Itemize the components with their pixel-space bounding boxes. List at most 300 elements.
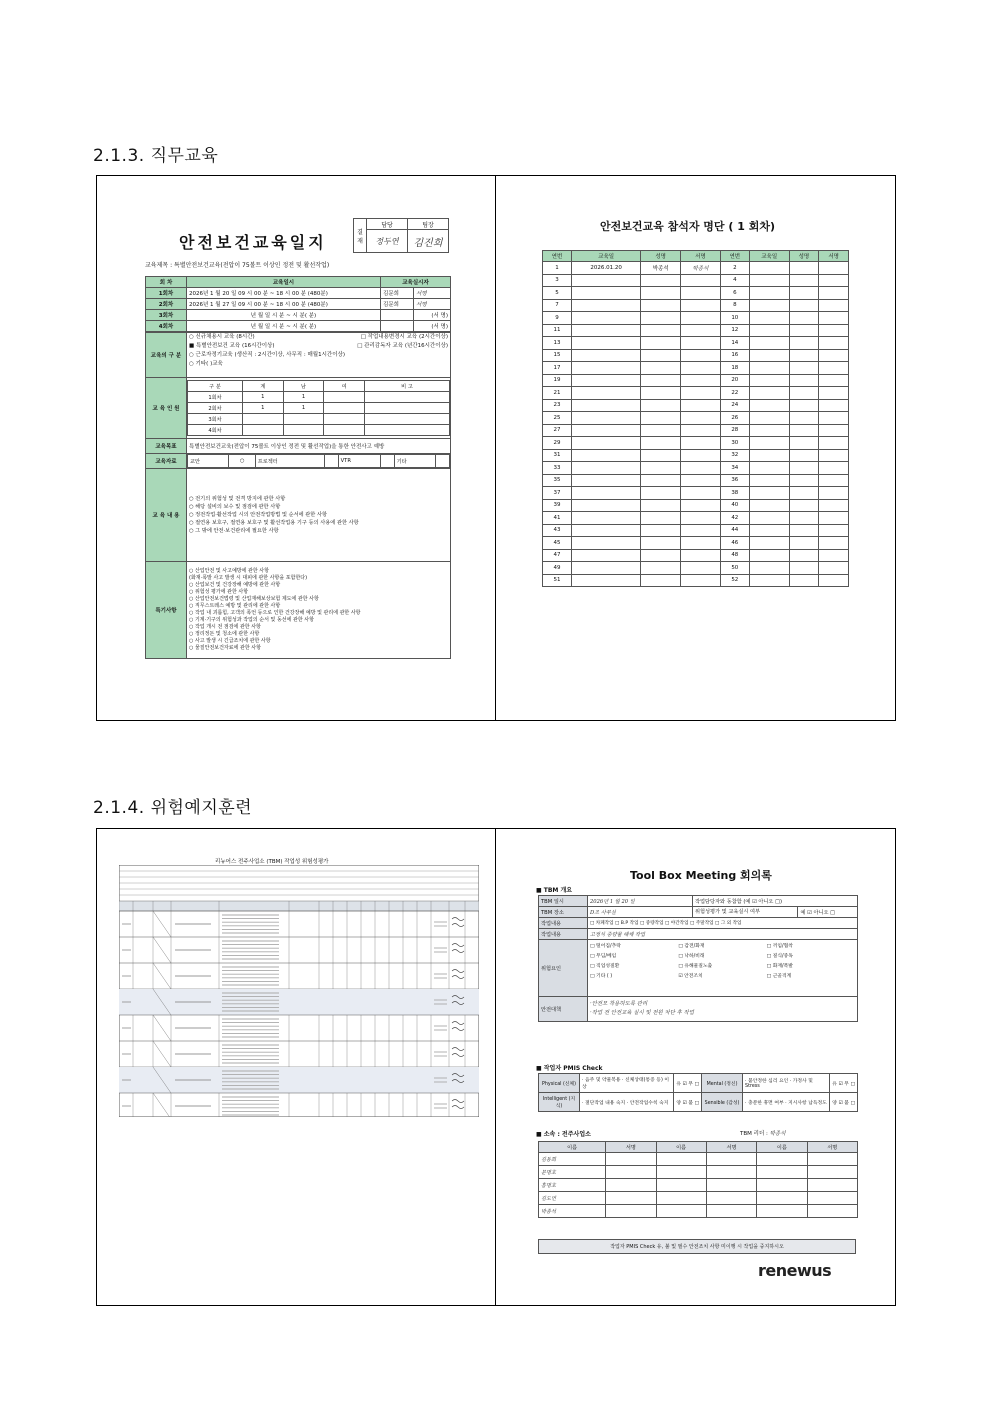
attendee-row: [543, 349, 849, 362]
att-name: [789, 412, 819, 425]
personnel-cell: [365, 425, 450, 436]
att-date: [572, 412, 641, 425]
att-date: [749, 299, 789, 312]
form-highlight-row: [119, 1067, 479, 1093]
sched-round: 4회차: [146, 321, 187, 332]
att-date: [749, 424, 789, 437]
att-date: [572, 562, 641, 575]
hazard-item: □ 무딤/베임: [590, 954, 617, 959]
att-no: 10: [720, 312, 749, 325]
special-item: ○ 정리정돈 및 청소에 관한 사항: [189, 631, 260, 637]
att-date: [749, 549, 789, 562]
att-name: [641, 374, 681, 387]
att-name: [641, 462, 681, 475]
att-name: [641, 299, 681, 312]
att-date: [572, 462, 641, 475]
pmis-cell: Mental (정신): [702, 1074, 743, 1093]
att-name: [641, 499, 681, 512]
pmis-cell: Physical (신체): [539, 1074, 580, 1093]
att-header: 교육일: [572, 251, 641, 262]
att-name: [789, 324, 819, 337]
att-date: [572, 524, 641, 537]
att-no: 33: [543, 462, 572, 475]
att-date: [572, 512, 641, 525]
risk-form-cell: [97, 829, 496, 1305]
attendee-row: [543, 287, 849, 300]
att-sign: [681, 537, 721, 550]
att-no: 9: [543, 312, 572, 325]
pmis-cell: 양 ☑ 불 □: [830, 1093, 858, 1112]
personnel-cell: [324, 425, 365, 436]
att-no: 6: [720, 287, 749, 300]
att-date: [749, 412, 789, 425]
att-date: [749, 287, 789, 300]
att-date: [749, 262, 789, 275]
content-item: ○ 전기의 위험성 및 전격 방지에 관한 사항: [189, 496, 286, 502]
pmis-cell: 유 ☑ 무 □: [674, 1074, 702, 1093]
attendee-row: [543, 562, 849, 575]
att-date: [572, 549, 641, 562]
att-no: 36: [720, 474, 749, 487]
attendee-row: [543, 324, 849, 337]
tbm-date-value: 2026년 1 월 20 일: [588, 896, 693, 907]
att-name: [789, 337, 819, 350]
attendee-row: [543, 337, 849, 350]
attendee-row: [543, 362, 849, 375]
approval-box: [353, 218, 449, 253]
att-name: [641, 424, 681, 437]
sched-header: 회 차: [146, 277, 187, 288]
material-cell: 프로젝터: [255, 455, 324, 468]
att-name: [641, 537, 681, 550]
att-no: 39: [543, 499, 572, 512]
hazard-item: □ 직업성질환: [590, 964, 620, 969]
att-no: 17: [543, 362, 572, 375]
att-no: 16: [720, 349, 749, 362]
att-no: 42: [720, 512, 749, 525]
att-no: 27: [543, 424, 572, 437]
attendee-row: [543, 437, 849, 450]
special-item: ○ 기계·기구의 위험성과 작업의 순서 및 동선에 관한 사항: [189, 617, 314, 623]
att-date: [572, 387, 641, 400]
att-no: 13: [543, 337, 572, 350]
personnel-cell: 4회차: [188, 425, 243, 436]
personnel-cell: [324, 414, 365, 425]
material-cell: 교안: [188, 455, 229, 468]
att-name: [641, 524, 681, 537]
member-name: 문명호: [539, 1166, 606, 1179]
sched-sign: (서 명): [414, 310, 451, 321]
att-no: 37: [543, 487, 572, 500]
material-label: 교육자료: [146, 454, 187, 469]
att-sign: [819, 499, 849, 512]
att-name: [789, 462, 819, 475]
att-name: [641, 337, 681, 350]
att-name: [641, 362, 681, 375]
tbm-hazard-grid: [590, 942, 855, 979]
att-date: [572, 287, 641, 300]
att-no: 40: [720, 499, 749, 512]
sched-date: 년 월 일 시 분 ~ 시 분( 분): [187, 321, 381, 332]
section-heading-risk-training: 2.1.4. 위험예지훈련: [93, 798, 253, 818]
material-table: [187, 454, 450, 468]
sched-who: 김문희: [381, 299, 414, 310]
att-date: [572, 537, 641, 550]
att-no: 29: [543, 437, 572, 450]
att-name: [789, 349, 819, 362]
pmis-cell: Intelligent (지식): [539, 1093, 580, 1112]
attendee-rows: [543, 262, 849, 587]
att-no: 18: [720, 362, 749, 375]
personnel-cell: [365, 414, 450, 425]
special-item: ○ 물질안전보건자료에 관한 사항: [189, 645, 261, 651]
att-date: [572, 437, 641, 450]
att-date: [749, 524, 789, 537]
approval-sign: 정두연: [367, 230, 408, 253]
att-sign: [681, 374, 721, 387]
tbm-place-value: D조 사무실: [588, 907, 693, 918]
att-sign: [819, 487, 849, 500]
attendee-list-cell: [496, 176, 895, 720]
member-name: 홍명호: [539, 1179, 606, 1192]
content-list: [187, 469, 451, 562]
att-sign: [681, 274, 721, 287]
att-name: [641, 512, 681, 525]
att-no: 12: [720, 324, 749, 337]
att-no: 31: [543, 449, 572, 462]
special-label: 특기사항: [146, 562, 187, 659]
special-list: [187, 562, 451, 659]
attendee-row: [543, 312, 849, 325]
special-item: ○ 산업보건 및 건강장해 예방에 관한 사항: [189, 582, 281, 588]
type-option: □ 작업내용변경시 교육 (2시간이상): [360, 334, 448, 340]
goal-text: 특별안전보건교육(전압이 75볼트 이상인 정전 및 활선작업)을 통한 안전사고 예방: [187, 439, 451, 454]
att-date: [749, 537, 789, 550]
tbm-risk-answer: 예 ☑ 아니오 □: [798, 907, 858, 918]
personnel-cell: [365, 392, 450, 403]
att-date: [572, 474, 641, 487]
tbm-footer-note: 작업자 PMIS Check 유, 불 및 필수 안전조치 사항 미이행 시 작업을 중지하시오: [538, 1239, 856, 1254]
attendee-row: [543, 462, 849, 475]
sched-round: 3회차: [146, 310, 187, 321]
member-header: 서명: [807, 1142, 857, 1153]
att-sign: [819, 274, 849, 287]
att-date: [749, 362, 789, 375]
personnel-header: 여: [324, 381, 365, 392]
att-date: [749, 574, 789, 587]
tbm-hazard-label: 위험요인: [539, 940, 588, 997]
att-name: [789, 312, 819, 325]
att-no: 24: [720, 399, 749, 412]
tbm-risk-question: 위험성평가 및 교육실시 여부: [693, 907, 798, 918]
hazard-item: □ 기타 ( ): [590, 974, 613, 979]
att-name: [641, 287, 681, 300]
att-name: [641, 349, 681, 362]
material-cell: VTR: [338, 455, 380, 468]
attendee-row: [543, 487, 849, 500]
att-sign: [681, 549, 721, 562]
personnel-cell: [324, 403, 365, 414]
att-date: [572, 299, 641, 312]
tbm-work-types: □ 차폐작업 □ B.P 작업 □ 중량작업 □ 야간작업 □ 주말작업 □ 그 외 작업: [588, 918, 858, 929]
att-sign: [819, 374, 849, 387]
att-date: [749, 274, 789, 287]
att-no: 32: [720, 449, 749, 462]
att-name: [789, 362, 819, 375]
material-cell: [380, 455, 394, 468]
attendee-row: [543, 399, 849, 412]
att-sign: [681, 349, 721, 362]
att-no: 22: [720, 387, 749, 400]
sched-date: 2026년 1 월 20 일 09 시 00 분 ~ 18 시 00 분 (480분): [187, 288, 381, 299]
attendee-row: [543, 262, 849, 275]
att-sign: [819, 399, 849, 412]
personnel-cell: 1회차: [188, 392, 243, 403]
approval-col: 팀장: [408, 219, 449, 230]
education-log-cell: [97, 176, 496, 720]
att-date: [749, 387, 789, 400]
att-name: [641, 449, 681, 462]
att-date: [572, 499, 641, 512]
att-sign: [819, 324, 849, 337]
att-name: [789, 424, 819, 437]
att-date: [572, 374, 641, 387]
tbm-overview-label: ■ TBM 개요: [536, 887, 573, 894]
section-heading-job-training: 2.1.3. 직무교육: [93, 146, 219, 166]
att-date: [572, 487, 641, 500]
personnel-cell: [243, 414, 284, 425]
sched-round: 1회차: [146, 288, 187, 299]
att-no: 38: [720, 487, 749, 500]
att-sign: [819, 312, 849, 325]
content-item: ○ 정전작업·활선작업 시의 안전작업방법 및 순서에 관한 사항: [189, 512, 327, 518]
att-sign: [681, 387, 721, 400]
att-name: [789, 474, 819, 487]
member-header: 이름: [757, 1142, 807, 1153]
att-name: [641, 387, 681, 400]
att-name: [789, 387, 819, 400]
att-header: 성명: [789, 251, 819, 262]
risk-assessment-form-scan: [119, 865, 479, 1117]
att-date: [749, 349, 789, 362]
att-header: 교육일: [749, 251, 789, 262]
tbm-work-desc-label: 작업내용: [539, 929, 588, 940]
att-no: 34: [720, 462, 749, 475]
attendee-row: [543, 549, 849, 562]
att-sign: [681, 287, 721, 300]
att-no: 14: [720, 337, 749, 350]
att-sign: [681, 524, 721, 537]
att-no: 20: [720, 374, 749, 387]
hazard-item: □ 근골격계: [766, 974, 792, 979]
renewus-logo: renewus: [758, 1261, 832, 1280]
member-header: 서명: [606, 1142, 656, 1153]
att-sign: [819, 524, 849, 537]
att-header: 연번: [720, 251, 749, 262]
special-item: ○ 위험성 평가에 관한 사항: [189, 589, 249, 595]
att-name: [641, 324, 681, 337]
personnel-header: 계: [243, 381, 284, 392]
pmis-cell: 양 ☑ 불 □: [674, 1093, 702, 1112]
att-sign: [681, 324, 721, 337]
tbm-work-label: 작업내용: [539, 918, 588, 929]
special-item: (화재·폭발 사고 발생 시 대피에 관한 사항을 포함한다): [189, 575, 308, 581]
att-sign: [819, 437, 849, 450]
att-no: 8: [720, 299, 749, 312]
sched-who: [381, 310, 414, 321]
att-no: 5: [543, 287, 572, 300]
member-header: 이름: [656, 1142, 706, 1153]
content-item: ○ 그 밖에 안전·보건관리에 필요한 사항: [189, 528, 279, 534]
att-date: [749, 324, 789, 337]
tbm-attend-question: 작업담당자와 동참함 (예 ☑ 아니오 □): [693, 896, 858, 907]
att-no: 23: [543, 399, 572, 412]
att-date: [572, 574, 641, 587]
att-sign: [819, 537, 849, 550]
att-no: 4: [720, 274, 749, 287]
att-sign: [819, 462, 849, 475]
special-item: ○ 작업 내 괴롭힘, 고객의 폭언 등으로 인한 건강장해 예방 및 관리에 관한 사항: [189, 610, 361, 616]
form-column-header: [119, 901, 479, 911]
att-sign: [819, 424, 849, 437]
type-option: ○ 신규채용시 교육 (8시간): [189, 334, 255, 340]
att-date: [572, 424, 641, 437]
material-cell: ○: [229, 455, 255, 468]
att-sign: [819, 549, 849, 562]
att-name: [789, 374, 819, 387]
att-date: [749, 449, 789, 462]
att-date: [749, 462, 789, 475]
att-sign: [819, 412, 849, 425]
pmis-cell: · 음주 및 약물복용 · 신체상태(통증 등) 이상: [580, 1074, 674, 1093]
att-no: 49: [543, 562, 572, 575]
attendee-row: [543, 424, 849, 437]
personnel-header: 비 고: [365, 381, 450, 392]
att-date: [749, 474, 789, 487]
attendee-title: 안전보건교육 참석자 명단 ( 1 회차): [600, 220, 775, 233]
attendee-row: [543, 474, 849, 487]
att-name: [641, 312, 681, 325]
att-date: [572, 449, 641, 462]
pmis-cell: Sensible (감성): [702, 1093, 743, 1112]
attendee-row: [543, 574, 849, 587]
personnel-cell: 2회차: [188, 403, 243, 414]
risk-form-title: 리뉴어스 전주사업소 (TBM) 작업성 위험성평가: [215, 859, 329, 865]
hazard-item: □ 낙하/비래: [678, 954, 705, 959]
type-options: [187, 333, 451, 378]
tbm-title: Tool Box Meeting 회의록: [630, 869, 772, 882]
att-name: [789, 449, 819, 462]
att-sign: [681, 574, 721, 587]
type-option: ○ 기타( )교육: [189, 361, 223, 367]
sched-round: 2회차: [146, 299, 187, 310]
personnel-cell: [324, 392, 365, 403]
att-header: 서명: [681, 251, 721, 262]
att-no: 41: [543, 512, 572, 525]
sched-header: 교육실시자: [381, 277, 451, 288]
personnel-cell: [365, 403, 450, 414]
tbm-members-label: ■ 소속 : 전주사업소: [536, 1131, 591, 1138]
att-no: 28: [720, 424, 749, 437]
att-name: [641, 412, 681, 425]
attendee-row: [543, 512, 849, 525]
special-item: ○ 직무스트레스 예방 및 관리에 관한 사항: [189, 603, 281, 609]
log-body-table: [145, 332, 451, 659]
att-no: 35: [543, 474, 572, 487]
att-name: [789, 437, 819, 450]
att-sign: [681, 437, 721, 450]
member-header: 이름: [539, 1142, 606, 1153]
att-name: [789, 499, 819, 512]
att-no: 25: [543, 412, 572, 425]
att-no: 7: [543, 299, 572, 312]
attendee-row: [543, 412, 849, 425]
personnel-header: 구 분: [188, 381, 243, 392]
att-header: 서명: [819, 251, 849, 262]
attendee-row: [543, 499, 849, 512]
att-name: [789, 262, 819, 275]
personnel-cell: [283, 425, 324, 436]
pmis-cell: · 불안정한 심리 요인 · 가정사 및 Stress: [743, 1074, 830, 1093]
att-sign: [681, 449, 721, 462]
att-sign: [819, 562, 849, 575]
att-name: [789, 549, 819, 562]
tbm-work-desc: 고정식 중량물 해체 작업: [588, 929, 858, 940]
measure-item: ·작업 전 안전교육 실시 및 전원 차단 후 작업: [590, 1010, 694, 1016]
att-name: [789, 512, 819, 525]
att-name: [789, 562, 819, 575]
education-log: [141, 216, 453, 676]
att-date: [572, 349, 641, 362]
att-name: [641, 437, 681, 450]
att-date: [749, 374, 789, 387]
special-item: ○ 산업안전 및 사고예방에 관한 사항: [189, 568, 269, 574]
att-date: [572, 312, 641, 325]
att-sign: [681, 474, 721, 487]
att-no: 52: [720, 574, 749, 587]
att-sign: [819, 449, 849, 462]
att-date: [749, 312, 789, 325]
attendee-row: [543, 537, 849, 550]
att-no: 50: [720, 562, 749, 575]
goal-label: 교육목표: [146, 439, 187, 454]
sched-sign: 서명: [414, 299, 451, 310]
personnel-cell: [243, 425, 284, 436]
att-name: [789, 524, 819, 537]
att-date: 2026.01.20: [572, 262, 641, 275]
personnel-header: 남: [283, 381, 324, 392]
att-no: 51: [543, 574, 572, 587]
att-header: 성명: [641, 251, 681, 262]
att-sign: [681, 499, 721, 512]
att-sign: [681, 312, 721, 325]
att-sign: [819, 287, 849, 300]
member-name: 김도연: [539, 1192, 606, 1205]
att-date: [749, 512, 789, 525]
att-name: [641, 574, 681, 587]
personnel-label: 교 육 인 원: [146, 378, 187, 439]
att-sign: [819, 299, 849, 312]
att-name: [789, 299, 819, 312]
att-name: [789, 274, 819, 287]
tbm-leader-value: 박종석: [769, 1131, 786, 1137]
att-date: [572, 399, 641, 412]
material-cell: [436, 455, 450, 468]
hazard-item: □ 유해물질노출: [678, 964, 713, 969]
hazard-item: □ 감전/화재: [678, 944, 705, 949]
personnel-cell: [283, 414, 324, 425]
att-sign: [681, 462, 721, 475]
